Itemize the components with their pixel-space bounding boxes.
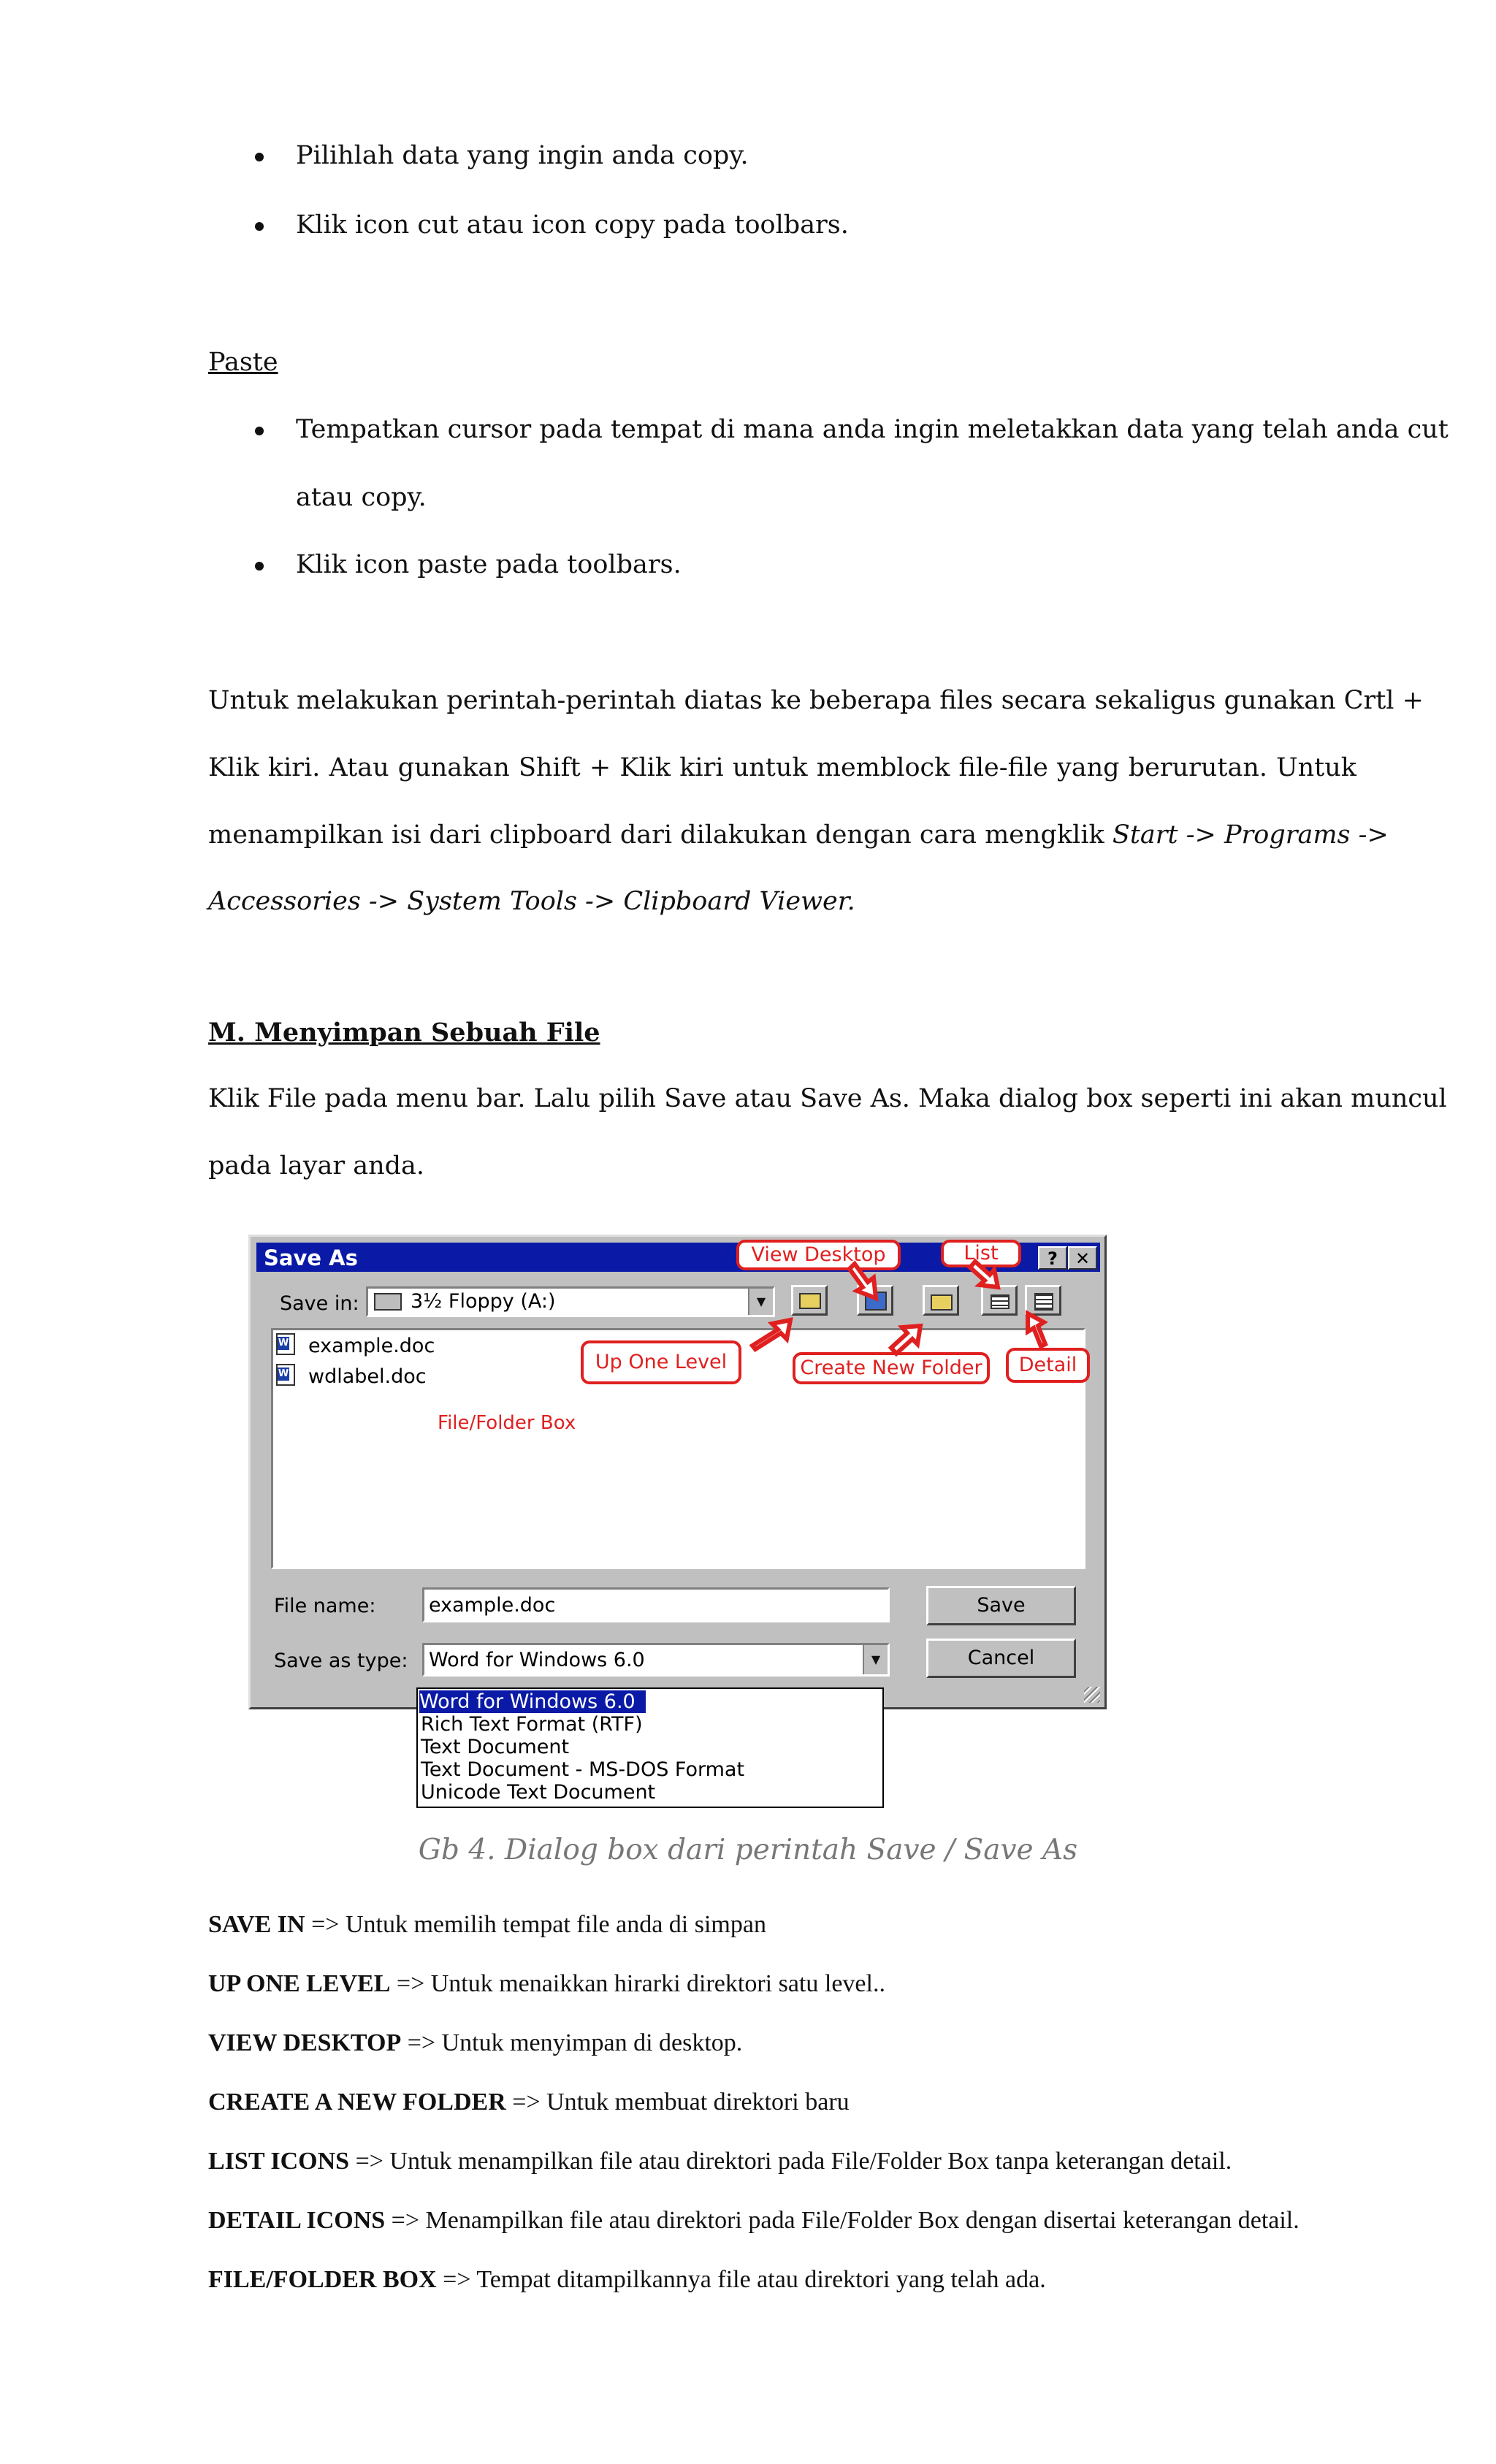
definition-item <box>208 2088 850 2118</box>
paragraph-line-2: Klik kiri. Atau gunakan Shift + Klik kiri untuk memblock file-file yang berurutan. Untuk <box>208 753 1356 782</box>
definition-term: FILE/FOLDER BOX <box>208 2266 437 2293</box>
section-line-2: pada layar anda. <box>208 1151 425 1180</box>
file-name-value: example.doc <box>429 1594 556 1617</box>
definition-item <box>208 2029 742 2059</box>
definition-desc: => Untuk menampilkan file atau direktori pada File/Folder Box tanpa keterangan detail. <box>349 2148 1232 2175</box>
chevron-down-icon[interactable]: ▼ <box>863 1645 888 1674</box>
paragraph-line-1: Untuk melakukan perintah-perintah diatas ke beberapa files secara sekaligus gunakan Crtl + <box>208 686 1424 715</box>
file-item[interactable]: example.doc <box>308 1335 435 1357</box>
definition-desc: => Tempat ditampilkannya file atau direktori yang telah ada. <box>436 2266 1046 2293</box>
copy-bullet-2: Klik icon cut atau icon copy pada toolbars. <box>296 210 849 240</box>
save-as-type-options <box>416 1687 884 1808</box>
type-option[interactable]: Text Document <box>421 1736 570 1758</box>
callout-view-desktop: View Desktop <box>736 1240 901 1270</box>
type-option[interactable]: Rich Text Format (RTF) <box>421 1713 643 1736</box>
save-button[interactable]: Save <box>926 1586 1076 1625</box>
paste-heading: Paste <box>208 348 278 377</box>
definition-desc: => Menampilkan file atau direktori pada File/Folder Box dengan disertai keterangan detail. <box>385 2207 1300 2234</box>
dialog-title: Save As <box>264 1246 358 1270</box>
definition-item <box>208 1910 766 1940</box>
callout-list: List <box>941 1240 1021 1267</box>
type-option[interactable]: Word for Windows 6.0 <box>419 1690 646 1713</box>
callout-up-one-level: Up One Level <box>581 1340 741 1384</box>
help-button[interactable]: ? <box>1038 1246 1067 1270</box>
definition-item <box>208 2206 1300 2236</box>
type-option[interactable]: Unicode Text Document <box>421 1781 656 1804</box>
save-in-label: Save in: <box>280 1292 359 1315</box>
definition-term: VIEW DESKTOP <box>208 2029 402 2056</box>
paste-bullet-1-line-2: atau copy. <box>296 483 427 512</box>
file-folder-box-label: File/Folder Box <box>438 1412 576 1434</box>
type-option[interactable]: Text Document - MS-DOS Format <box>421 1758 745 1781</box>
save-as-type-value: Word for Windows 6.0 <box>429 1649 645 1671</box>
paste-bullet-2: Klik icon paste pada toolbars. <box>296 550 682 579</box>
file-name-label: File name: <box>274 1595 376 1617</box>
figure-caption: Gb 4. Dialog box dari perintah Save / Save As <box>418 1834 1078 1866</box>
paragraph-line-3-menu-path: Start -> Programs -> <box>1112 820 1389 850</box>
word-document-icon: W <box>276 1333 295 1355</box>
definition-term: DETAIL ICONS <box>208 2207 386 2234</box>
definition-item <box>208 1969 885 1999</box>
definition-term: CREATE A NEW FOLDER <box>208 2089 506 2116</box>
paste-bullet-1-line-1: Tempatkan cursor pada tempat di mana anda ingin meletakkan data yang telah anda cut <box>296 415 1449 444</box>
definition-desc: => Untuk membuat direktori baru <box>505 2089 850 2116</box>
callout-create-new-folder: Create New Folder <box>793 1352 990 1384</box>
file-item[interactable]: wdlabel.doc <box>308 1365 427 1388</box>
definition-desc: => Untuk menaikkan hirarki direktori satu level.. <box>390 1970 885 1997</box>
paragraph-line-3-text: menampilkan isi dari clipboard dari dilakukan dengan cara mengklik <box>208 820 1113 850</box>
word-document-icon: W <box>276 1364 295 1386</box>
callout-detail: Detail <box>1006 1348 1090 1383</box>
section-line-1: Klik File pada menu bar. Lalu pilih Save atau Save As. Maka dialog box seperti ini akan muncul <box>208 1084 1447 1113</box>
definition-term: UP ONE LEVEL <box>208 1970 391 1997</box>
definition-item <box>208 2147 1232 2177</box>
definition-term: SAVE IN <box>208 1911 305 1938</box>
copy-bullet-1: Pilihlah data yang ingin anda copy. <box>296 141 749 170</box>
close-button[interactable]: ✕ <box>1068 1246 1097 1270</box>
definition-item <box>208 2265 1046 2295</box>
section-heading: M. Menyimpan Sebuah File <box>208 1018 600 1048</box>
save-as-type-label: Save as type: <box>274 1649 408 1672</box>
paragraph-line-4: Accessories -> System Tools -> Clipboard Viewer. <box>208 887 855 916</box>
cancel-button[interactable]: Cancel <box>926 1639 1076 1678</box>
save-in-value: 3½ Floppy (A:) <box>411 1290 556 1313</box>
definition-desc: => Untuk memilih tempat file anda di simpan <box>305 1911 766 1938</box>
chevron-down-icon[interactable]: ▼ <box>748 1289 773 1315</box>
definition-desc: => Untuk menyimpan di desktop. <box>401 2029 743 2056</box>
definition-term: LIST ICONS <box>208 2148 350 2175</box>
